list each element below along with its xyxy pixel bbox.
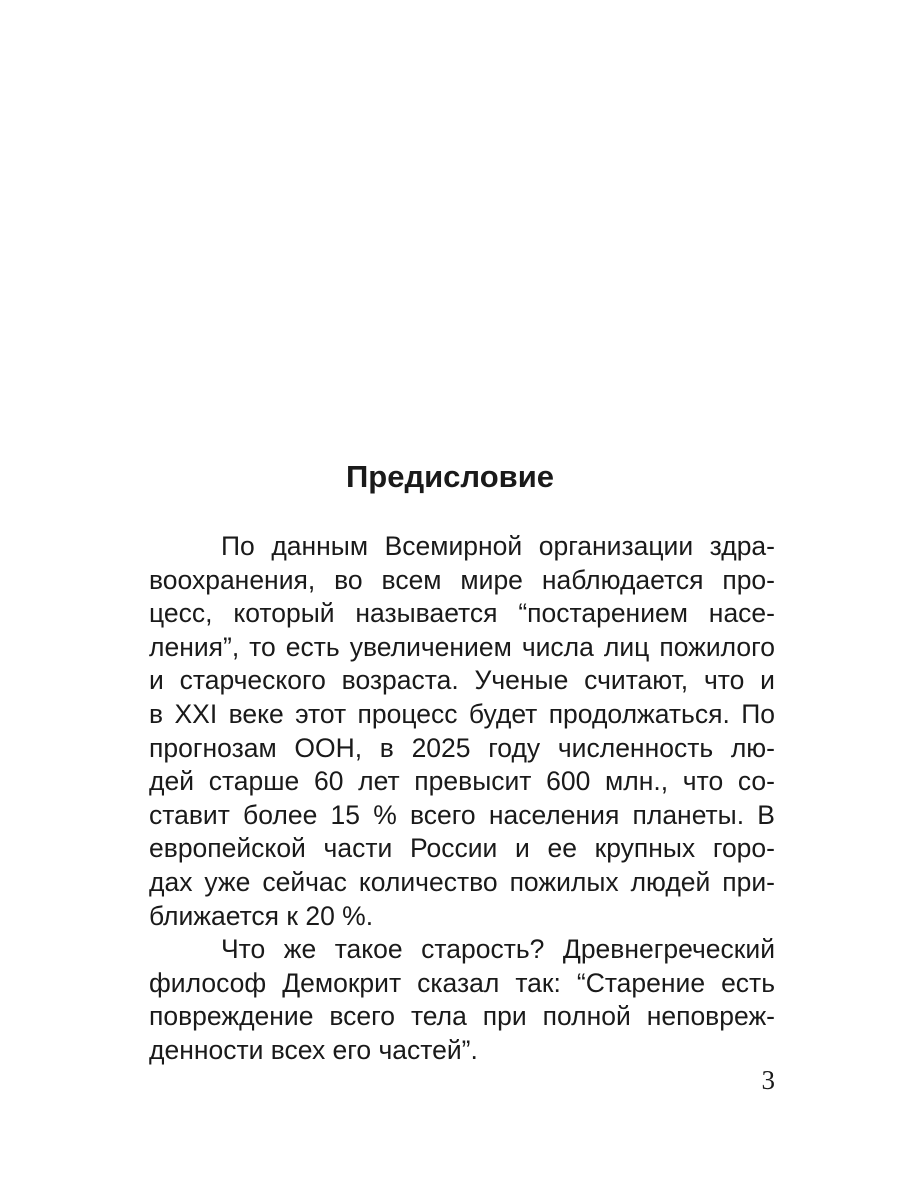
- text-line: дах уже сейчас количество пожилых людей при-: [149, 866, 775, 897]
- text-line: цесс, который называется “постарением насе-: [149, 598, 775, 629]
- text-line: воохранения, во всем мире наблюдается про-: [149, 564, 775, 595]
- text-line: ближается к 20 %.: [149, 900, 374, 931]
- paragraph: [149, 530, 775, 933]
- page-number: 3: [761, 1065, 775, 1095]
- text-line: ления”, то есть увеличением числа лиц пожилого: [149, 631, 775, 662]
- body-text: [149, 530, 775, 1068]
- text-line: Что же такое старость? Древнегреческий: [221, 934, 775, 965]
- text-line: повреждение всего тела при полной неповреж-: [149, 1001, 775, 1032]
- paragraph: [149, 933, 775, 1067]
- text-line: По данным Всемирной организации здра-: [221, 531, 775, 561]
- text-line: прогнозам ООН, в 2025 году численность лю-: [149, 732, 775, 763]
- text-line: философ Демокрит сказал так: “Старение есть: [149, 967, 775, 998]
- text-line: дей старше 60 лет превысит 600 млн., что со-: [149, 766, 775, 797]
- text-line: европейской части России и ее крупных горо-: [149, 833, 775, 864]
- text-line: денности всех его частей”.: [149, 1034, 478, 1065]
- section-heading: Предисловие: [345, 459, 554, 494]
- text-line: ставит более 15 % всего населения планеты. В: [149, 799, 775, 830]
- text-line: в XXI веке этот процесс будет продолжаться. По: [149, 698, 775, 729]
- text-line: и старческого возраста. Ученые считают, что и: [149, 665, 775, 696]
